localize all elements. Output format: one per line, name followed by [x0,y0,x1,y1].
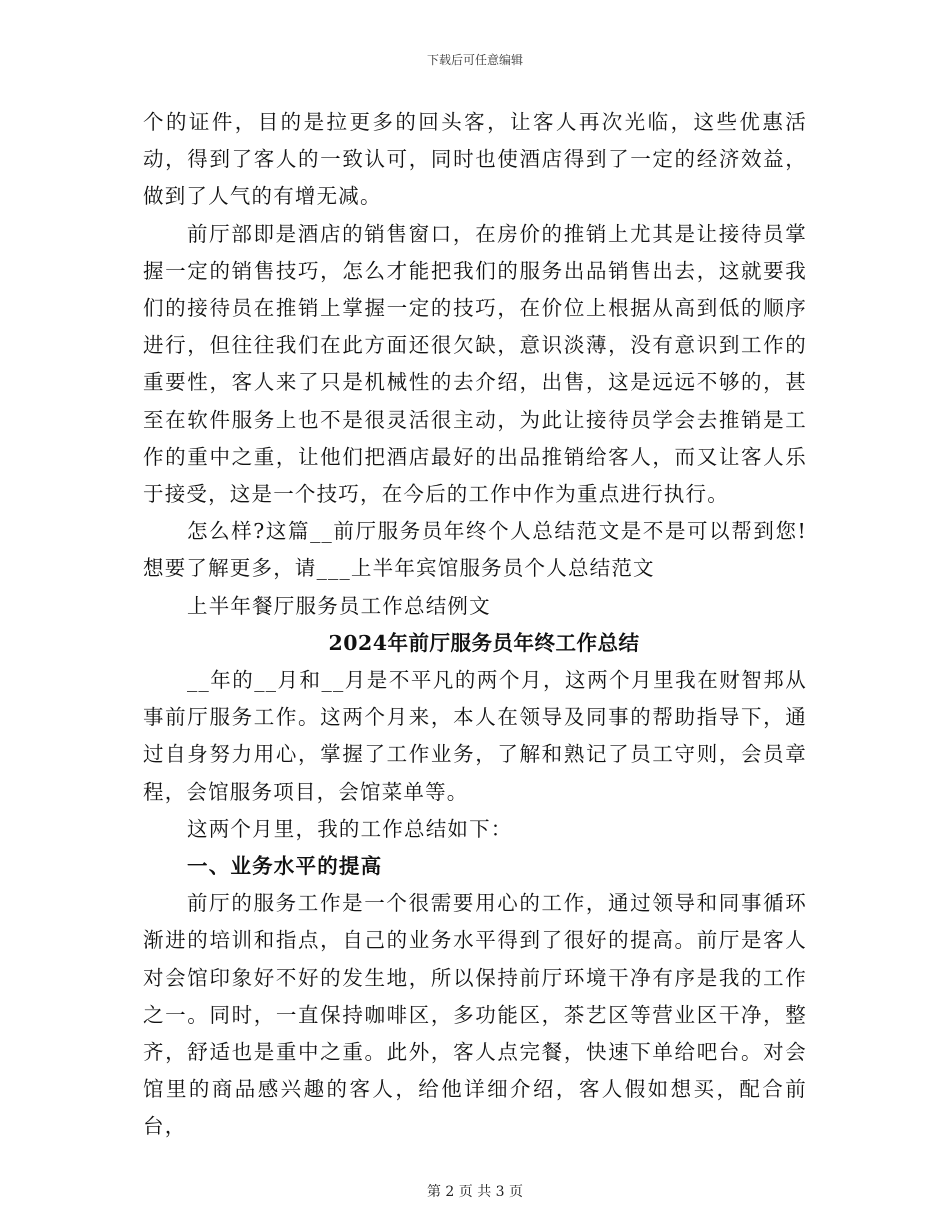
document-body [143,104,807,1146]
page-number: 第 2 页 共 3 页 [426,1184,524,1200]
paragraph-summary-lead: 这两个月里，我的工作总结如下： [187,816,513,841]
document-title: 2024年前厅服务员年终工作总结 [328,630,640,655]
paragraph-business-level: 前厅的服务工作是一个很需要用心的工作，通过领导和同事循环渐进的培训和指点，自己的业务水平得到了很好的提高。前厅是客人对会馆印象好不好的发生地，所以保持前厅环境干净有序是我的工作之一。同时，一直保持咖啡区，多功能区，茶艺区等营业区干净，整齐，舒适也是重中之重。此外，客人点完餐，快速下单给吧台。对会馆里的商品感兴趣的客人，给他详细介绍，客人假如想买，配合前台， [143,891,807,1139]
paragraph-related-links: 怎么样?这篇__前厅服务员年终个人总结范文是不是可以帮到您!想要了解更多，请___上半年宾馆服务员个人总结范文 [143,519,807,581]
section-heading: 一、业务水平的提高 [187,854,383,879]
paragraph-front-office-sales: 前厅部即是酒店的销售窗口，在房价的推销上尤其是让接待员掌握一定的销售技巧，怎么才能把我们的服务出品销售出去，这就要我们的接待员在推销上掌握一定的技巧，在价位上根据从高到低的顺序进行，但往往我们在此方面还很欠缺，意识淡薄，没有意识到工作的重要性，客人来了只是机械性的去介绍，出售，这是远远不够的，甚至在软件服务上也不是很灵活很主动，为此让接待员学会去推销是工作的重中之重，让他们把酒店最好的出品推销给客人，而又让客人乐于接受，这是一个技巧，在今后的工作中作为重点进行执行。 [143,221,807,507]
paragraph-intro: __年的__月和__月是不平凡的两个月，这两个月里我在财智邦从事前厅服务工作。这两个月来，本人在领导及同事的帮助指导下，通过自身努力用心，掌握了工作业务，了解和熟记了员工守则，会员章程，会馆服务项目，会馆菜单等。 [143,668,807,804]
paragraph-related-article: 上半年餐厅服务员工作总结例文 [187,593,491,618]
page-header: 下载后可任意编辑 [426,53,523,67]
paragraph-continuation: 个的证件，目的是拉更多的回头客，让客人再次光临，这些优惠活动，得到了客人的一致认可，同时也使酒店得到了一定的经济效益，做到了人气的有增无减。 [143,110,807,209]
